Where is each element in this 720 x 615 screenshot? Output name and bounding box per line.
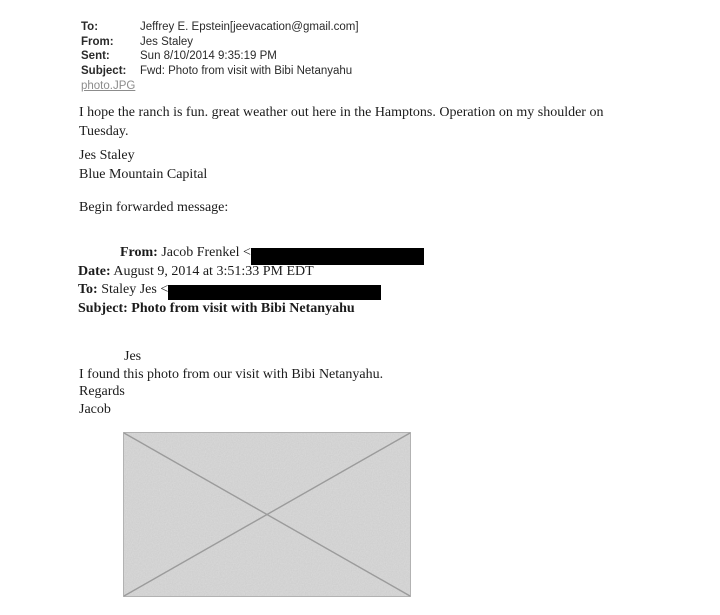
forward-notice: Begin forwarded message:	[79, 200, 229, 215]
forwarded-to-value: Staley Jes <	[101, 282, 169, 297]
header-row-sent	[81, 49, 359, 64]
forwarded-subject-label: Subject:	[78, 300, 128, 316]
signature-name: Jes Staley	[79, 148, 135, 163]
sent-label: Sent:	[81, 50, 110, 63]
to-label: To:	[81, 21, 99, 33]
body-line-2: Tuesday.	[79, 124, 129, 139]
header-row-to	[81, 20, 359, 35]
subject-label: Subject:	[81, 64, 127, 77]
forwarded-from-line	[78, 244, 424, 263]
forwarded-body	[79, 348, 383, 418]
forwarded-to-line	[78, 281, 424, 300]
signature-block	[79, 146, 207, 184]
broken-image-placeholder	[123, 432, 411, 597]
forwarded-sender: Jacob	[79, 401, 111, 417]
forwarded-header	[78, 244, 424, 318]
redaction-bar-to	[168, 285, 381, 300]
forwarded-from-value: Jacob Frenkel <	[161, 245, 251, 260]
forwarded-from-label: From:	[120, 245, 158, 260]
sent-value: Sun 8/10/2014 9:35:19 PM	[140, 50, 277, 63]
forwarded-date-value: August 9, 2014 at 3:51:33 PM EDT	[113, 263, 314, 279]
email-header	[81, 20, 359, 94]
header-row-from	[81, 35, 359, 50]
forwarded-greeting: Jes	[124, 349, 142, 364]
broken-image-x-icon	[123, 432, 411, 597]
forwarded-date-label: Date:	[78, 263, 111, 279]
body-paragraph	[79, 103, 639, 141]
attachment-link[interactable]: photo.JPG	[81, 80, 136, 93]
forwarded-message: I found this photo from our visit with Bibi Netanyahu.	[79, 366, 384, 382]
header-row-subject	[81, 64, 359, 79]
from-value: Jes Staley	[140, 35, 194, 48]
forwarded-subject-value: Photo from visit with Bibi Netanyahu	[131, 300, 355, 316]
forwarded-to-label: To:	[78, 282, 98, 297]
to-value: Jeffrey E. Epstein[jeevacation@gmail.com]	[140, 21, 359, 33]
from-label: From:	[81, 35, 114, 48]
subject-value: Fwd: Photo from visit with Bibi Netanyahu	[140, 64, 353, 77]
body-line-1: I hope the ranch is fun. great weather out here in the Hamptons. Operation on my shoulder on	[79, 105, 604, 120]
signature-company: Blue Mountain Capital	[79, 167, 208, 182]
forwarded-subject-line	[78, 300, 424, 319]
forwarded-closing: Regards	[79, 384, 125, 399]
forwarded-date-line	[78, 263, 424, 282]
